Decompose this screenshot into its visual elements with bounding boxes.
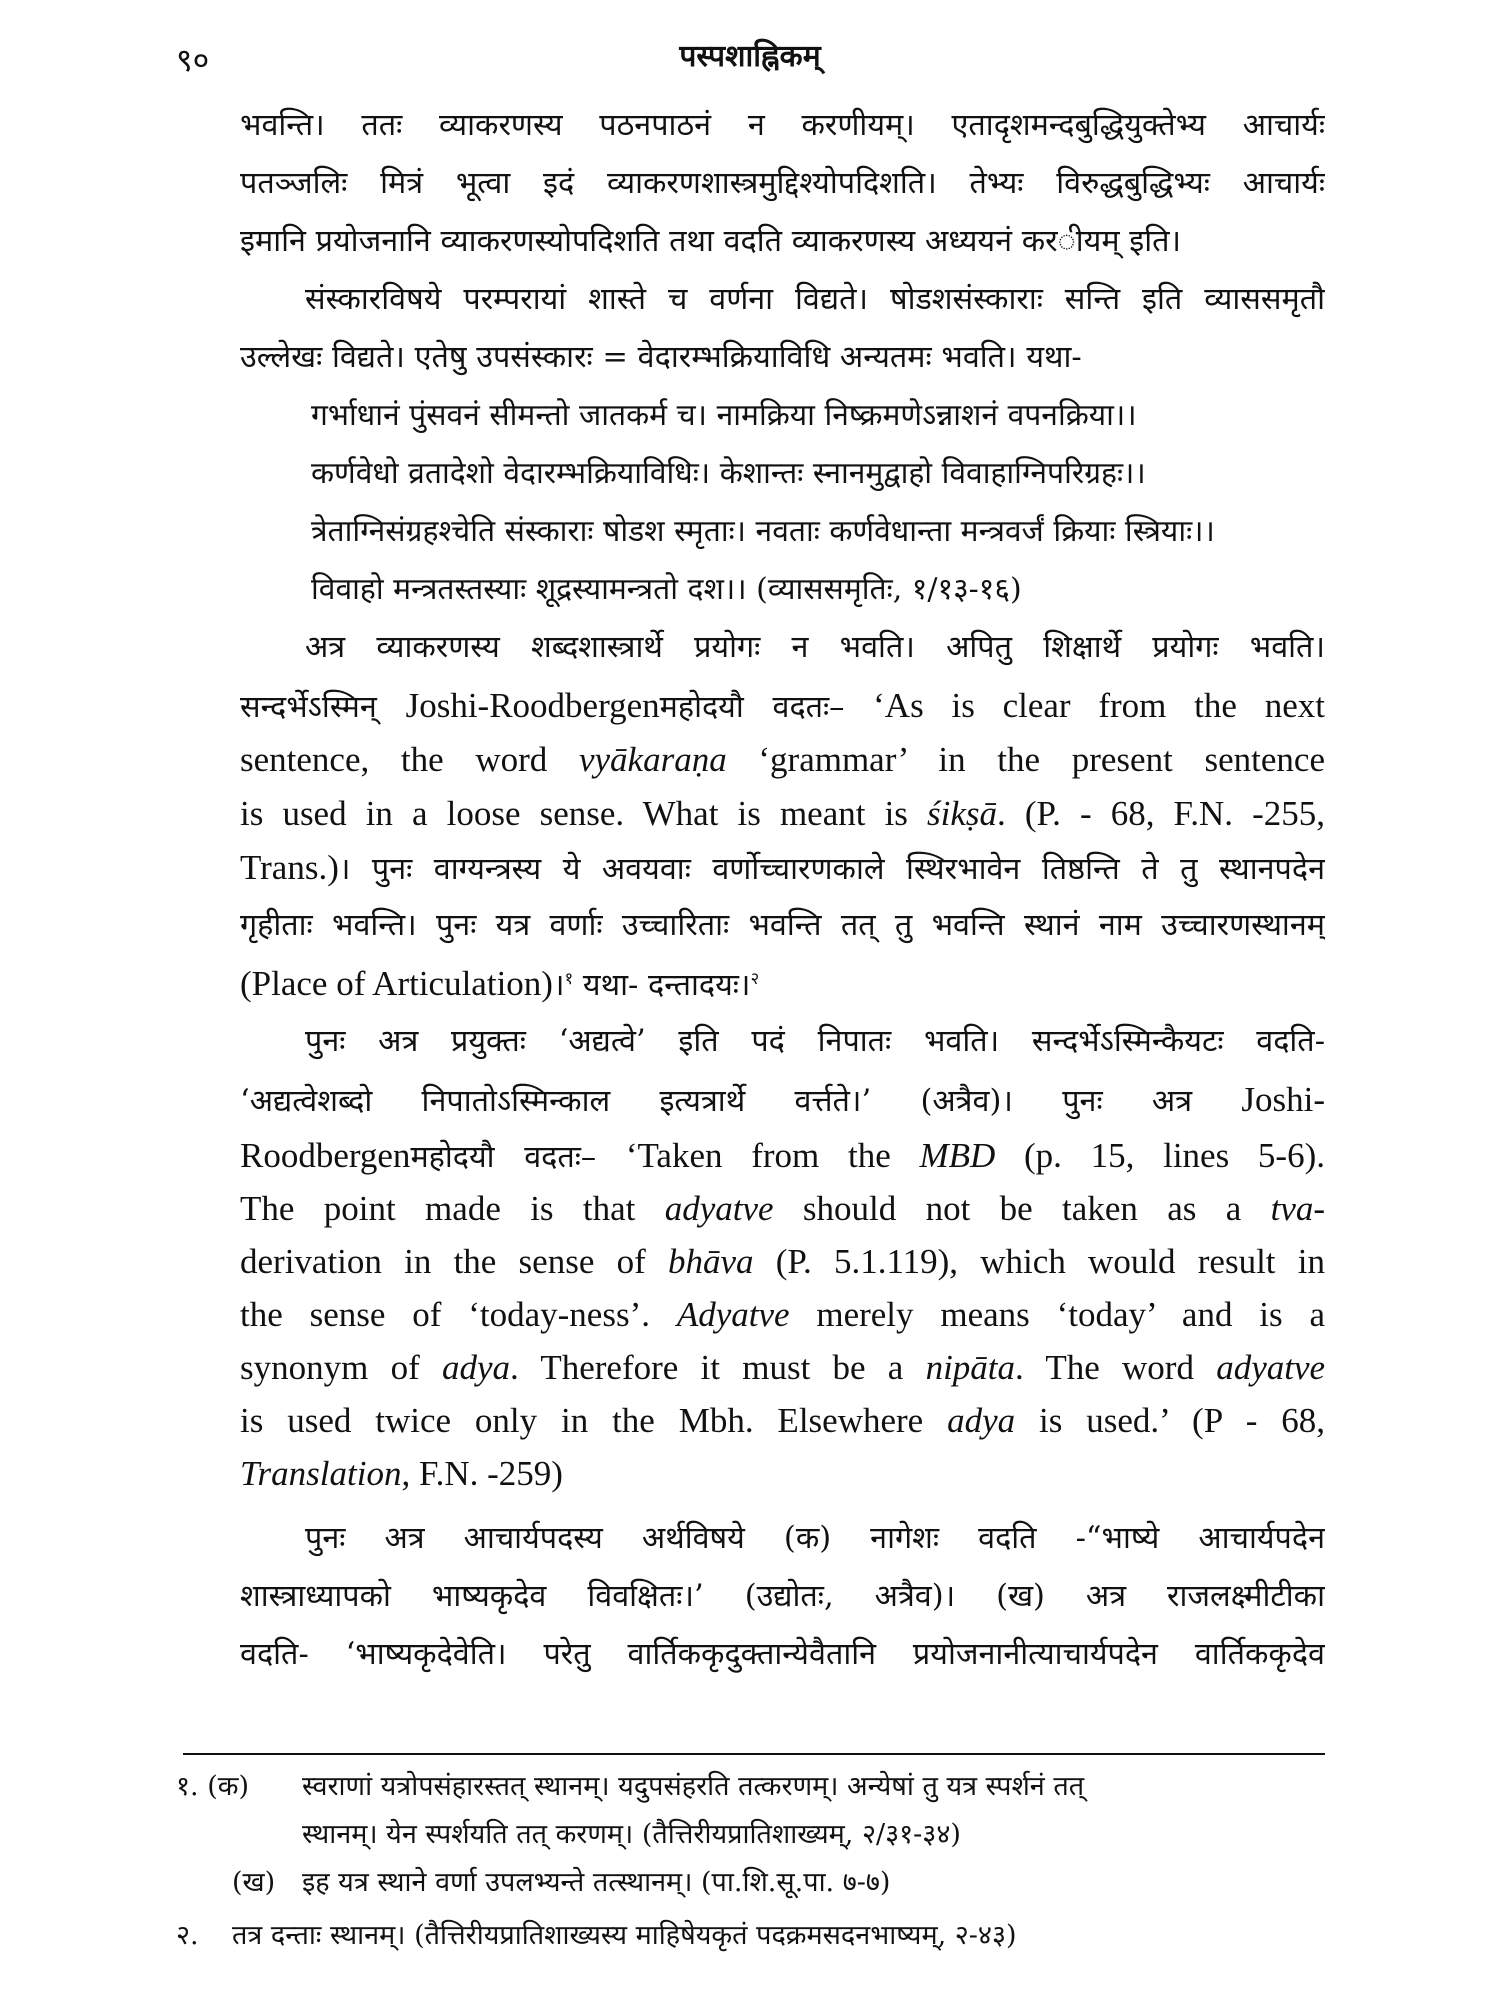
text-line: भवन्ति। ततः व्याकरणस्य पठनपाठनं न करणीयम्। एतादृशमन्दबुद्धियुक्तेभ्य आचार्यः xyxy=(240,108,1325,143)
footnote-ref: २ xyxy=(750,967,760,988)
footnote-text: तत्र दन्ताः स्थानम्। (तैत्तिरीयप्रातिशाख्यस्य माहिषेयकृतं पदक्रमसदनभाष्यम्, २-४३) xyxy=(232,1920,1017,1951)
text-line: is used in a loose sense. What is meant is śikṣā. (P. - 68, F.N. -255, xyxy=(240,794,1325,833)
footnote-sublabel: (ख) xyxy=(232,1867,276,1898)
text-line: Roodbergenमहोदयौ वदतः– ‘Taken from the MBD (p. 15, lines 5-6). xyxy=(240,1136,1325,1175)
verse-line: कर्णवेधो व्रतादेशो वेदारम्भक्रियाविधिः। केशान्तः स्नानमुद्वाहो विवाहाग्निपरिग्रहः।। xyxy=(311,456,1146,491)
text-line: अत्र व्याकरणस्य शब्दशास्त्रार्थे प्रयोगः न भवति। अपितु शिक्षार्थे प्रयोगः भवति। xyxy=(305,630,1325,665)
text-line: ‘अद्यत्वेशब्दो निपातोऽस्मिन्काल इत्यत्रार्थे वर्त्तते।’ (अत्रैव)। पुनः अत्र Joshi- xyxy=(240,1080,1325,1119)
text-line: Trans.)। पुनः वाग्यन्त्रस्य ये अवयवाः वर्णोच्चारणकाले स्थिरभावेन तिष्ठन्ति ते तु स्थानपदेन xyxy=(240,848,1325,887)
running-title: पस्पशाह्निकम् xyxy=(679,39,821,74)
text-line: इमानि प्रयोजनानि व्याकरणस्योपदिशति तथा वदति व्याकरणस्य अध्ययनं कर◌ीयम् इति। xyxy=(240,224,1182,259)
footnote-ref: १ xyxy=(564,967,574,988)
text-line: शास्त्राध्यापको भाष्यकृदेव विवक्षितः।’ (उद्योतः, अत्रैव)। (ख) अत्र राजलक्ष्मीटीका xyxy=(240,1579,1325,1614)
text-line: संस्कारविषये परम्परायां शास्ते च वर्णना विद्यते। षोडशसंस्काराः सन्ति इति व्याससमृतौ xyxy=(305,282,1325,317)
text-line: पुनः अत्र प्रयुक्तः ‘अद्यत्वे’ इति पदं निपातः भवति। सन्दर्भेऽस्मिन्कैयटः वदति- xyxy=(305,1024,1325,1059)
text-line: सन्दर्भेऽस्मिन् Joshi-Roodbergenमहोदयौ वदतः– ‘As is clear from the next xyxy=(240,686,1325,725)
text-line: पतञ्जलिः मित्रं भूत्वा इदं व्याकरणशास्त्रमुद्दिश्योपदिशति। तेभ्यः विरुद्धबुद्धिभ्यः आचार्यः xyxy=(240,166,1325,201)
text-line: The point made is that adyatve should not be taken as a tva- xyxy=(240,1189,1325,1228)
text-line: (Place of Articulation)।$^१$ यथा- दन्तादयः।$^२$ xyxy=(240,964,760,1003)
text-line: derivation in the sense of bhāva (P. 5.1.119), which would result in xyxy=(240,1242,1325,1281)
footnote-number: १. (क) xyxy=(176,1771,250,1802)
verse-line: गर्भाधानं पुंसवनं सीमन्तो जातकर्म च। नामक्रिया निष्क्रमणेऽन्नाशनं वपनक्रिया।। xyxy=(311,398,1137,433)
text-line: उल्लेखः विद्यते। एतेषु उपसंस्कारः = वेदारम्भक्रियाविधि अन्यतमः भवति। यथा- xyxy=(240,340,1082,375)
verse-citation-line: विवाहो मन्त्रतस्तस्याः शूद्रस्यामन्त्रतो दश।। (व्याससमृतिः, १/१३-१६) xyxy=(311,572,1022,607)
text-line: is used twice only in the Mbh. Elsewhere adya is used.’ (P - 68, xyxy=(240,1401,1325,1440)
text-line: synonym of adya. Therefore it must be a nipāta. The word adyatve xyxy=(240,1348,1325,1387)
footnote-text: स्थानम्। येन स्पर्शयति तत् करणम्। (तैत्तिरीयप्रातिशाख्यम्, २/३१-३४) xyxy=(302,1819,961,1850)
text-line: the sense of ‘today-ness’. Adyatve merely means ‘today’ and is a xyxy=(240,1295,1325,1334)
text-line: sentence, the word vyākaraṇa ‘grammar’ in the present sentence xyxy=(240,740,1325,779)
text-line: Translation, F.N. -259) xyxy=(240,1454,563,1493)
footnote-text: इह यत्र स्थाने वर्णा उपलभ्यन्ते तत्स्थानम्। (पा.शि.सू.पा. ७-७) xyxy=(302,1867,891,1898)
verse-line: त्रेताग्निसंग्रहश्चेति संस्काराः षोडश स्मृताः। नवताः कर्णवेधान्ता मन्त्रवर्जं क्रियाः स्त्रियाः।। xyxy=(311,514,1215,549)
footnote-number: २. xyxy=(176,1920,199,1951)
footnote-text: स्वराणां यत्रोपसंहारस्तत् स्थानम्। यदुपसंहरति तत्करणम्। अन्येषां तु यत्र स्पर्शनं तत् xyxy=(302,1771,1085,1802)
footnote-divider xyxy=(183,1753,1325,1755)
page-number: ९० xyxy=(176,41,210,79)
text-line: वदति- ‘भाष्यकृदेवेति। परेतु वार्तिककृदुक्तान्येवैतानि प्रयोजनानीत्याचार्यपदेन वार्तिककृदेव xyxy=(240,1637,1325,1672)
text-line: पुनः अत्र आचार्यपदस्य अर्थविषये (क) नागेशः वदति -“भाष्ये आचार्यपदेन xyxy=(305,1521,1325,1556)
text-line: गृहीताः भवन्ति। पुनः यत्र वर्णाः उच्चारिताः भवन्ति तत् तु भवन्ति स्थानं नाम उच्चारणस्थानम् xyxy=(240,908,1325,943)
